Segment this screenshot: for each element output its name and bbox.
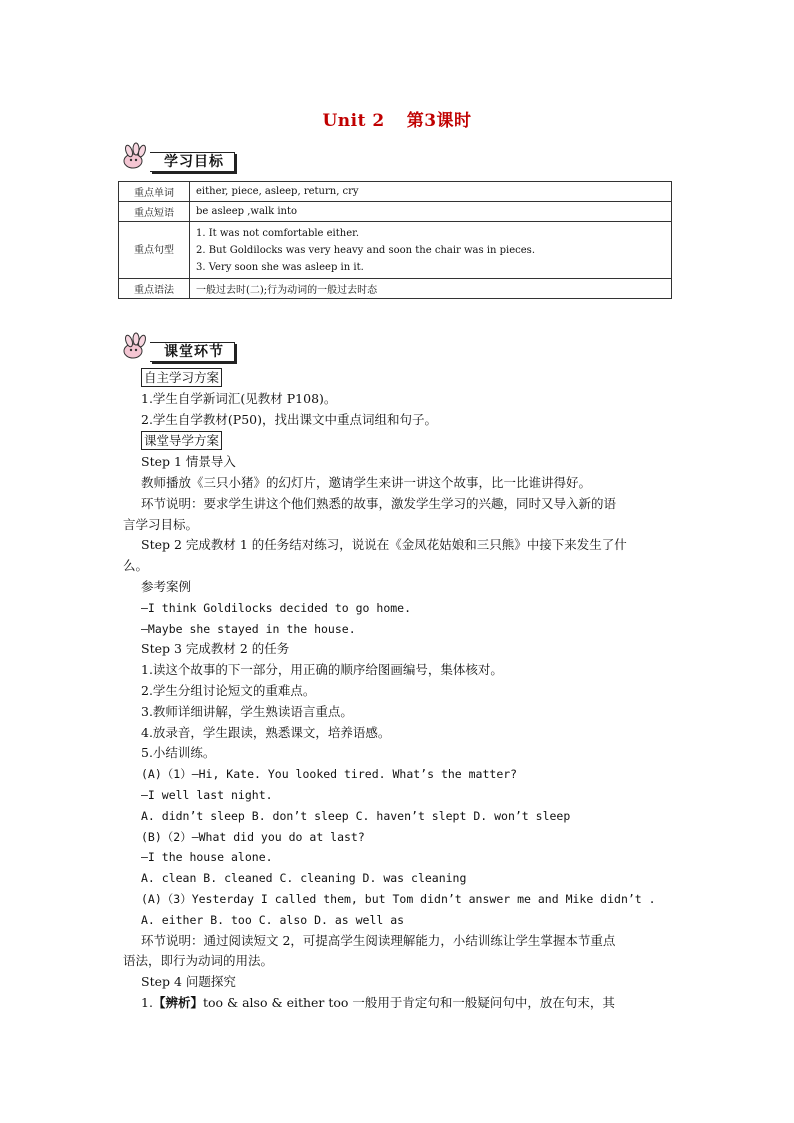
step-heading: Step 1 情景导入 (141, 454, 236, 470)
table-row (119, 222, 672, 279)
section-box-self-study: 自主学习方案 (141, 368, 222, 387)
row-label: 重点语法 (119, 279, 190, 299)
unit-label: Unit 2 (322, 111, 385, 131)
paragraph: 1.学生自学新词汇(见教材 P108)。 (141, 390, 337, 406)
list-item: 2.学生分组讨论短文的重难点。 (141, 682, 316, 698)
row-content: 一般过去时(二);行为动词的一般过去时态 (190, 279, 672, 299)
paragraph: 环节说明：通过阅读短文 2，可提高学生阅读理解能力，小结训练让学生掌握本节重点 (141, 932, 616, 948)
class-banner-label: 课堂环节 (150, 342, 235, 362)
goals-banner-label: 学习目标 (150, 152, 235, 172)
sentence-1: 1. It was not comfortable either. (196, 227, 359, 239)
question: (A)（1）—Hi, Kate. You looked tired. What’s the matter? (141, 767, 518, 782)
goals-table (118, 181, 672, 299)
dialog-line: —I think Goldilocks decided to go home. (141, 600, 412, 615)
step-heading: Step 2 完成教材 1 的任务结对练习，说说在《金凤花姑娘和三只熊》中接下来发生了什 (141, 537, 627, 553)
step-heading: Step 4 问题探究 (141, 974, 236, 990)
class-banner (120, 332, 250, 362)
row-label: 重点句型 (119, 222, 190, 279)
sentence-2: 2. But Goldilocks was very heavy and soon the chair was in pieces. (196, 244, 535, 256)
dialog-line: —Maybe she stayed in the house. (141, 621, 356, 636)
item-number: 1. (141, 994, 153, 1010)
question: (B)（2）—What did you do at last? (141, 829, 365, 844)
goals-banner (120, 142, 250, 172)
analysis-tag: 【辨析】 (152, 994, 203, 1010)
row-content: be asleep ,walk into (190, 202, 672, 222)
table-row (119, 202, 672, 222)
section-box-guided-study: 课堂导学方案 (141, 431, 222, 450)
options: A. either B. too C. also D. as well as (141, 912, 405, 927)
analysis-text: too & also & either too 一般用于肯定句和一般疑问句中，放在句末，其 (202, 994, 615, 1010)
list-item: 3.教师详细讲解，学生熟读语言重点。 (141, 703, 353, 719)
answer-line: —I well last night. (141, 787, 273, 802)
paragraph: 么。 (123, 558, 149, 574)
table-row (119, 279, 672, 299)
lesson-body (123, 367, 678, 1014)
row-label: 重点单词 (119, 182, 190, 202)
step-heading: Step 3 完成教材 2 的任务 (141, 641, 290, 657)
page-title (0, 106, 794, 131)
paragraph: 言学习目标。 (123, 516, 199, 532)
lesson-label: 第3课时 (406, 111, 472, 131)
row-label: 重点短语 (119, 202, 190, 222)
paragraph: 2.学生自学教材(P50)，找出课文中重点词组和句子。 (141, 411, 437, 427)
reference-label: 参考案例 (141, 578, 192, 594)
options: A. didn’t sleep B. don’t sleep C. haven’t slept D. won’t sleep (141, 808, 571, 823)
list-item: 5.小结训练。 (141, 745, 216, 761)
answer-line: —I the house alone. (141, 850, 273, 865)
list-item (123, 993, 678, 1014)
paragraph: 语法，即行为动词的用法。 (123, 953, 274, 969)
list-item: 4.放录音，学生跟读，熟悉课文，培养语感。 (141, 724, 391, 740)
table-row (119, 182, 672, 202)
row-content: either, piece, asleep, return, cry (190, 182, 672, 202)
row-content (190, 222, 672, 279)
question: (A)（3）Yesterday I called them, but Tom didn’t answer me and Mike didn’t . (141, 891, 656, 906)
paragraph: 教师播放《三只小猪》的幻灯片，邀请学生来讲一讲这个故事，比一比谁讲得好。 (141, 474, 592, 490)
paragraph: 环节说明：要求学生讲这个他们熟悉的故事，激发学生学习的兴趣，同时又导入新的语 (141, 495, 617, 511)
list-item: 1.读这个故事的下一部分，用正确的顺序给图画编号，集体核对。 (141, 662, 503, 678)
sentence-3: 3. Very soon she was asleep in it. (196, 261, 364, 273)
options: A. clean B. cleaned C. cleaning D. was cleaning (141, 871, 467, 886)
